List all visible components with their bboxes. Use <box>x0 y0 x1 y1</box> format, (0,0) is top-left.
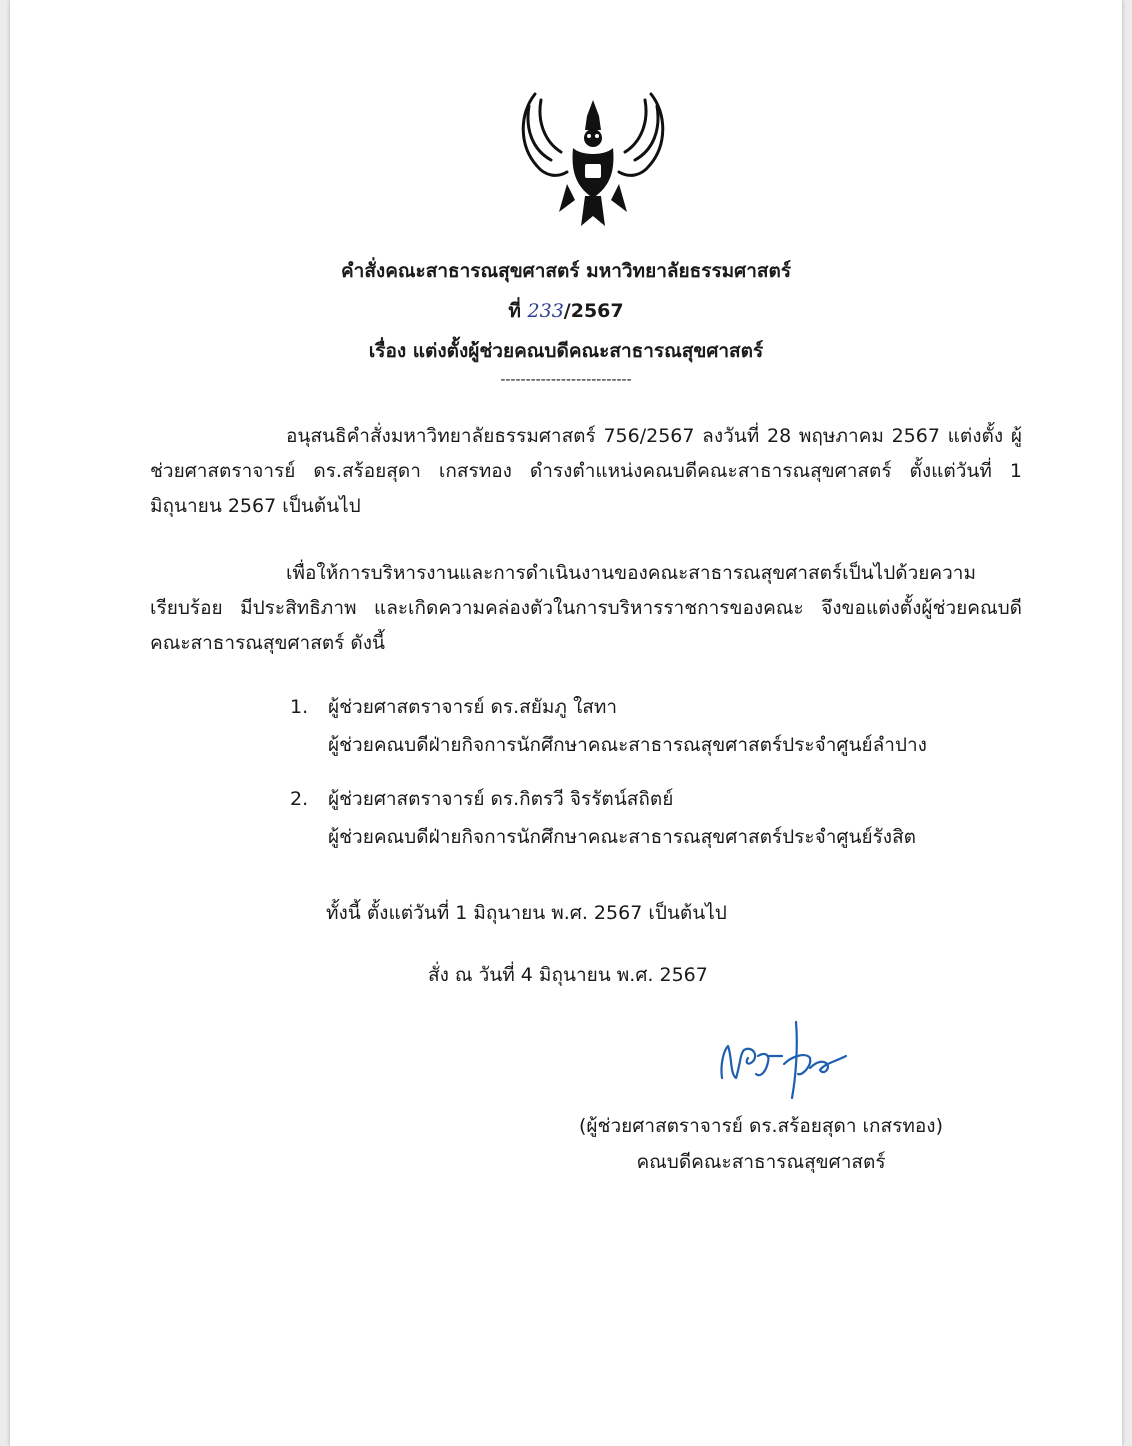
order-title: คำสั่งคณะสาธารณสุขศาสตร์ มหาวิทยาลัยธรรมศาสตร์ <box>340 260 792 282</box>
appointee-name: ผู้ช่วยศาสตราจารย์ ดร.สยัมภู ใสทา <box>328 696 618 718</box>
paragraph-purpose <box>150 556 1022 661</box>
order-number-prefix: ที่ <box>508 300 528 322</box>
appointee-number: 2. <box>290 788 309 810</box>
garuda-emblem <box>515 86 671 234</box>
appointee-position: ผู้ช่วยคณบดีฝ่ายกิจการนักศึกษาคณะสาธารณสุขศาสตร์ประจำศูนย์ลำปาง <box>328 734 927 756</box>
signer-block <box>566 1108 956 1180</box>
paragraph-reference <box>150 419 1022 524</box>
paragraph-purpose-text: เพื่อให้การบริหารงานและการดำเนินงานของคณะสาธารณสุขศาสตร์เป็นไปด้วยความ เรียบร้อย มีประสิทธิภาพ และเกิดความคล่องตัวในการบริหารราชการของคณะ จึงขอแต่งตั้งผู้ช่วยคณบดี คณะสาธารณสุขศาสตร์ ดังนี้ <box>150 562 1022 654</box>
header-divider: -------------------------- <box>500 372 632 388</box>
signer-title: คณบดีคณะสาธารณสุขศาสตร์ <box>636 1151 886 1173</box>
signature <box>710 1016 860 1106</box>
effective-date: ทั้งนี้ ตั้งแต่วันที่ 1 มิถุนายน พ.ศ. 2567 เป็นต้นไป <box>326 902 727 924</box>
appointee-number: 1. <box>290 696 309 718</box>
appointee-position: ผู้ช่วยคณบดีฝ่ายกิจการนักศึกษาคณะสาธารณสุขศาสตร์ประจำศูนย์รังสิต <box>328 826 916 848</box>
order-number-suffix: /2567 <box>563 300 624 322</box>
paragraph-reference-text: อนุสนธิคำสั่งมหาวิทยาลัยธรรมศาสตร์ 756/2567 ลงวันที่ 28 พฤษภาคม 2567 แต่งตั้ง ผู้ช่วยศาสตราจารย์ ดร.สร้อยสุดา เกสรทอง ดำรงตำแหน่งคณบดีคณะสาธารณสุขศาสตร์ ตั้งแต่วันที่ 1 มิถุนายน 2567 เป็นต้นไป <box>150 425 1022 517</box>
appointee-name: ผู้ช่วยศาสตราจารย์ ดร.กิตรวี จิรรัตน์สถิตย์ <box>328 788 674 810</box>
order-number <box>10 296 1122 326</box>
order-number-handwritten: 233 <box>527 300 564 322</box>
order-date: สั่ง ณ วันที่ 4 มิถุนายน พ.ศ. 2567 <box>428 964 708 986</box>
order-subject: เรื่อง แต่งตั้งผู้ช่วยคณบดีคณะสาธารณสุขศาสตร์ <box>368 340 764 362</box>
signer-name: (ผู้ช่วยศาสตราจารย์ ดร.สร้อยสุดา เกสรทอง) <box>579 1115 943 1137</box>
document-page <box>10 0 1122 1446</box>
